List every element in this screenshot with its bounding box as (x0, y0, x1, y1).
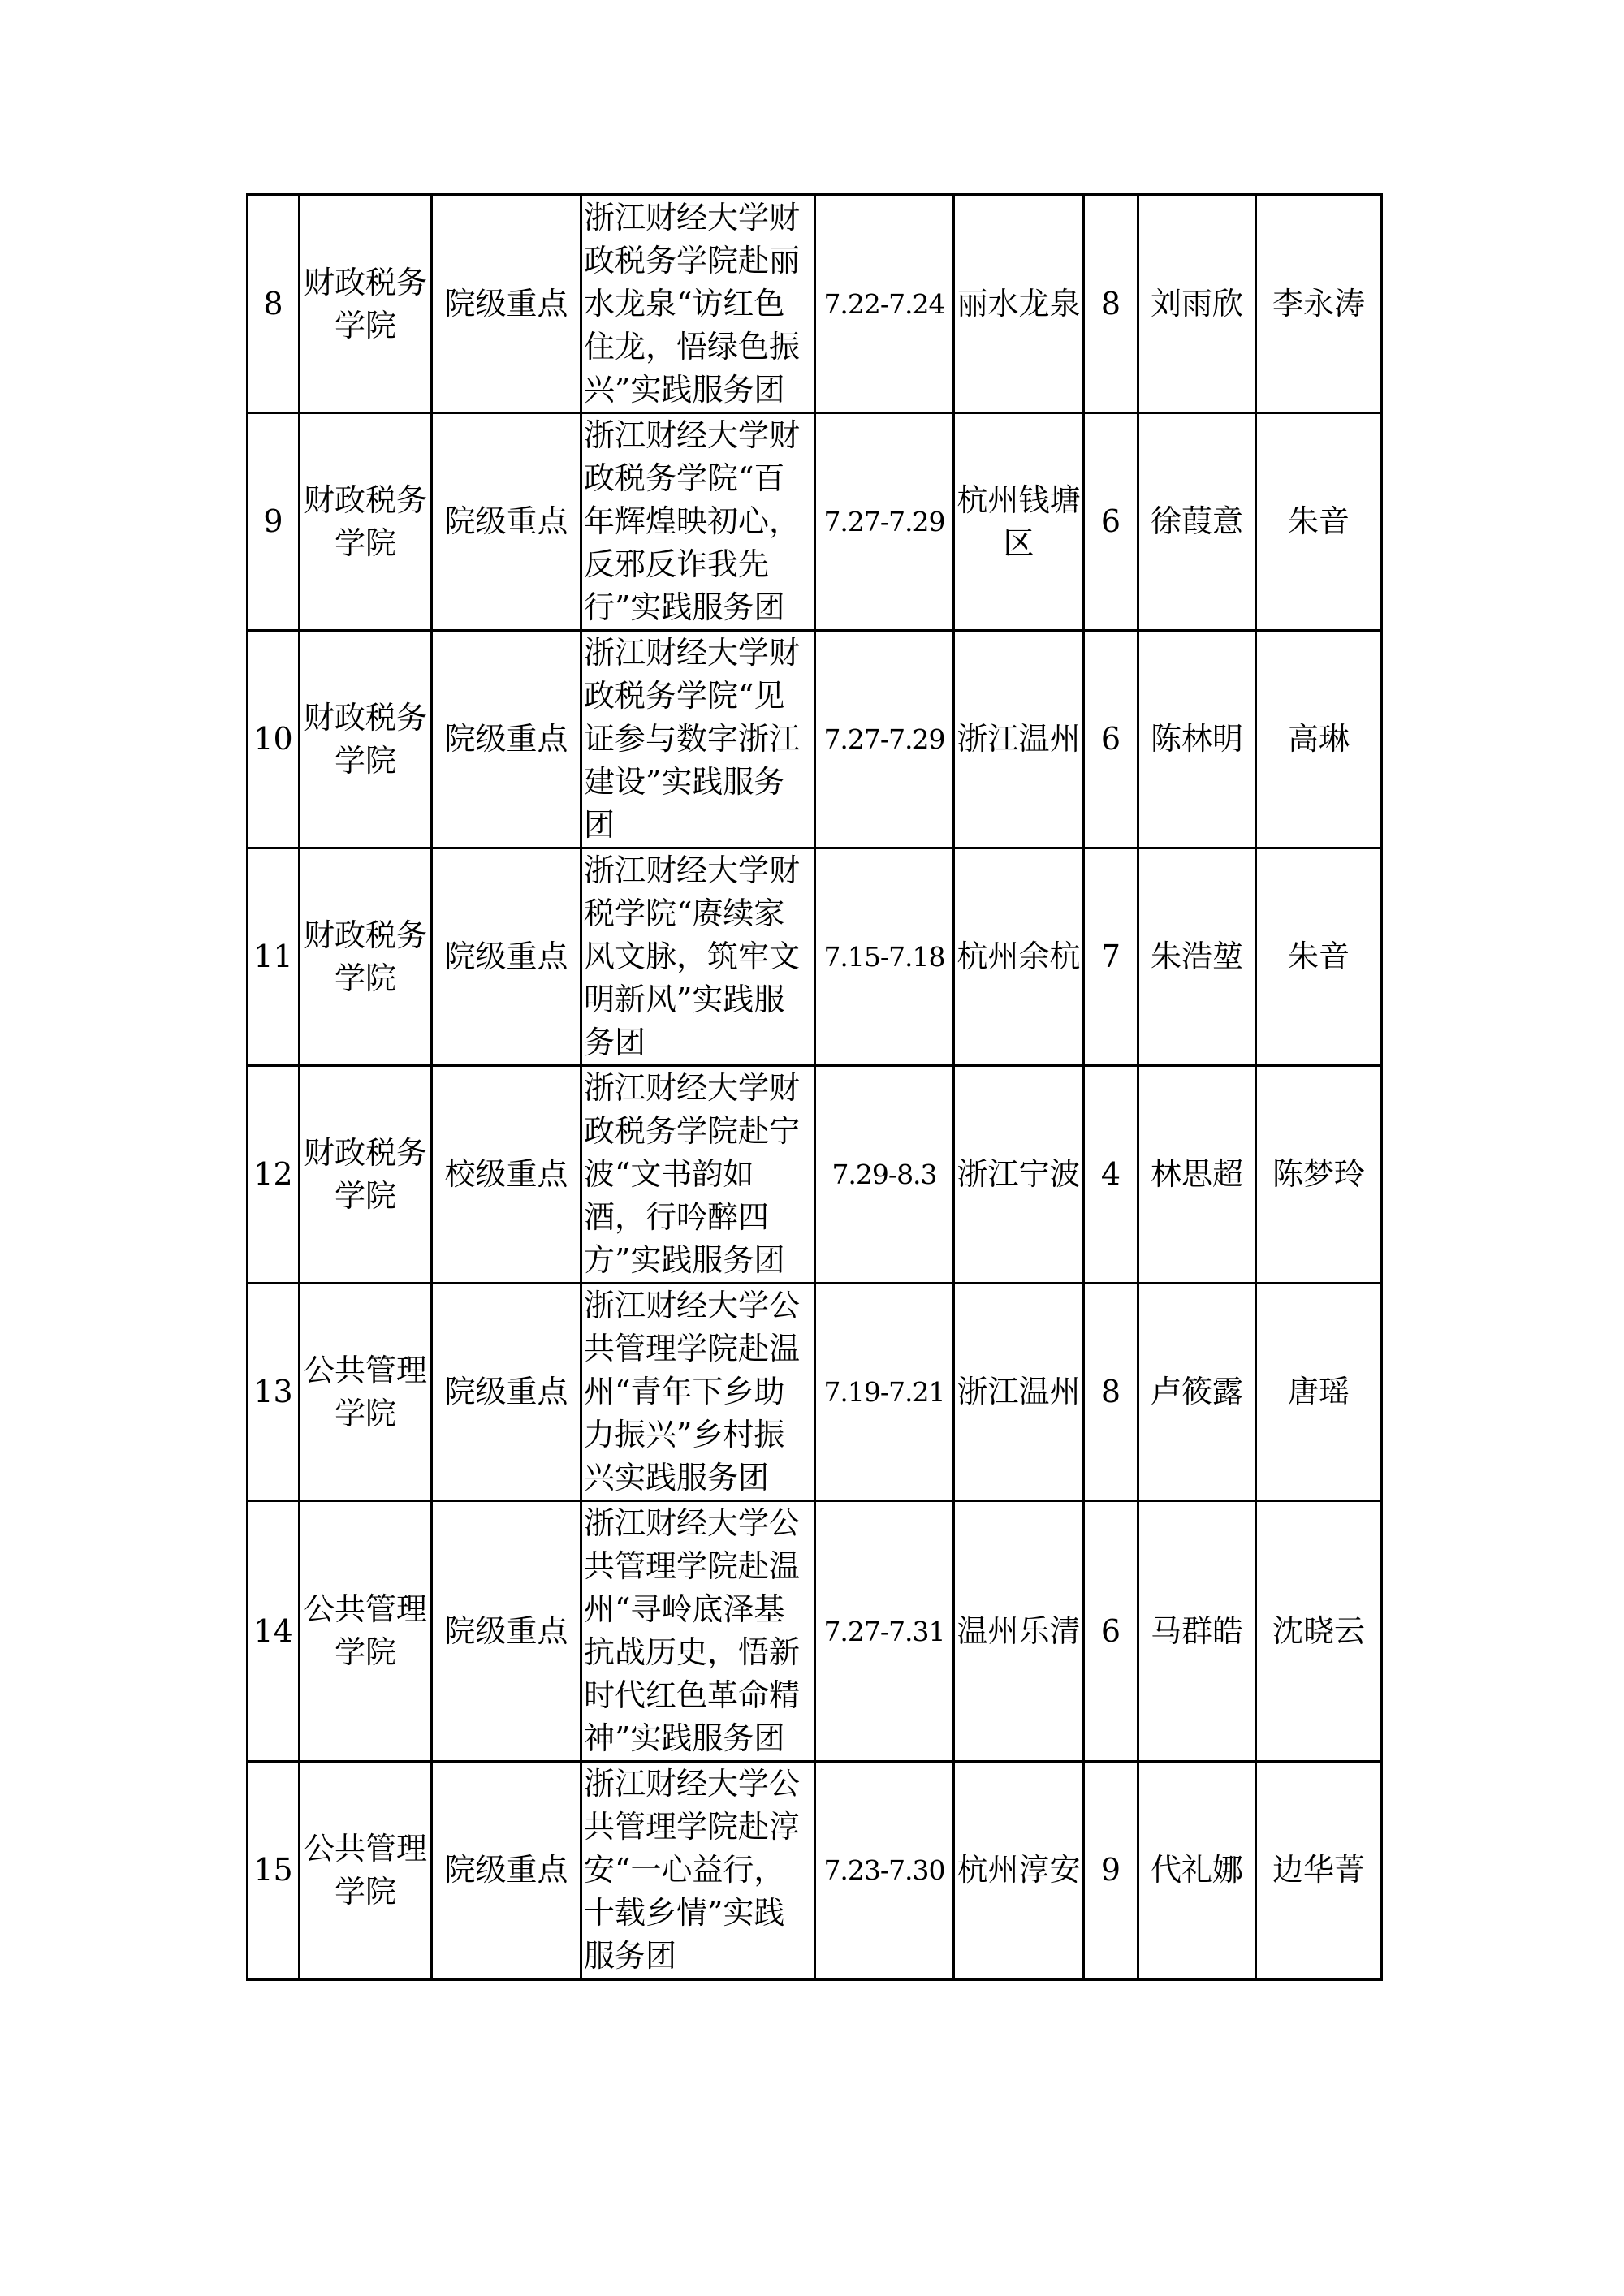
cell-team-name: 浙江财经大学财政税务学院“百年辉煌映初心，反邪反诈我先行”实践服务团 (581, 413, 815, 631)
cell-location: 杭州钱塘区 (954, 413, 1084, 631)
cell-location: 浙江温州 (954, 631, 1084, 848)
cell-dates: 7.23-7.30 (815, 1762, 954, 1980)
cell-level: 院级重点 (432, 848, 581, 1066)
cell-advisor-name: 沈晓云 (1256, 1501, 1382, 1762)
cell-level: 院级重点 (432, 195, 581, 413)
cell-row-number: 15 (248, 1762, 300, 1980)
cell-team-name: 浙江财经大学公共管理学院赴淳安“一心益行，十载乡情”实践服务团 (581, 1762, 815, 1980)
cell-team-name: 浙江财经大学财税学院“赓续家风文脉，筑牢文明新风”实践服务团 (581, 848, 815, 1066)
cell-member-count: 6 (1084, 631, 1138, 848)
table-row (248, 631, 1382, 848)
cell-location: 浙江宁波 (954, 1066, 1084, 1284)
cell-advisor-name: 李永涛 (1256, 195, 1382, 413)
cell-member-count: 6 (1084, 413, 1138, 631)
table-row (248, 413, 1382, 631)
cell-advisor-name: 高琳 (1256, 631, 1382, 848)
cell-member-count: 6 (1084, 1501, 1138, 1762)
cell-row-number: 9 (248, 413, 300, 631)
cell-leader-name: 林思超 (1138, 1066, 1256, 1284)
table-row (248, 848, 1382, 1066)
cell-level: 院级重点 (432, 413, 581, 631)
cell-leader-name: 徐葭意 (1138, 413, 1256, 631)
cell-level: 院级重点 (432, 1284, 581, 1501)
cell-dates: 7.27-7.31 (815, 1501, 954, 1762)
cell-team-name: 浙江财经大学财政税务学院“见证参与数字浙江建设”实践服务团 (581, 631, 815, 848)
cell-team-name: 浙江财经大学财政税务学院赴丽水龙泉“访红色住龙，悟绿色振兴”实践服务团 (581, 195, 815, 413)
cell-leader-name: 代礼娜 (1138, 1762, 1256, 1980)
cell-leader-name: 卢筱露 (1138, 1284, 1256, 1501)
table-body (248, 195, 1382, 1979)
cell-location: 丽水龙泉 (954, 195, 1084, 413)
cell-advisor-name: 唐瑶 (1256, 1284, 1382, 1501)
cell-dates: 7.29-8.3 (815, 1066, 954, 1284)
cell-row-number: 8 (248, 195, 300, 413)
cell-advisor-name: 朱音 (1256, 848, 1382, 1066)
cell-leader-name: 朱浩堃 (1138, 848, 1256, 1066)
cell-member-count: 4 (1084, 1066, 1138, 1284)
cell-member-count: 8 (1084, 195, 1138, 413)
cell-level: 院级重点 (432, 1501, 581, 1762)
cell-leader-name: 马群皓 (1138, 1501, 1256, 1762)
cell-college: 财政税务学院 (300, 1066, 432, 1284)
cell-row-number: 12 (248, 1066, 300, 1284)
cell-college: 财政税务学院 (300, 631, 432, 848)
cell-location: 杭州余杭 (954, 848, 1084, 1066)
table-row (248, 195, 1382, 413)
table-row (248, 1284, 1382, 1501)
cell-college: 财政税务学院 (300, 413, 432, 631)
cell-location: 浙江温州 (954, 1284, 1084, 1501)
cell-level: 校级重点 (432, 1066, 581, 1284)
cell-advisor-name: 边华菁 (1256, 1762, 1382, 1980)
cell-team-name: 浙江财经大学公共管理学院赴温州“青年下乡助力振兴”乡村振兴实践服务团 (581, 1284, 815, 1501)
cell-location: 杭州淳安 (954, 1762, 1084, 1980)
cell-member-count: 8 (1084, 1284, 1138, 1501)
cell-advisor-name: 朱音 (1256, 413, 1382, 631)
table-row (248, 1066, 1382, 1284)
cell-member-count: 9 (1084, 1762, 1138, 1980)
cell-level: 院级重点 (432, 1762, 581, 1980)
cell-college: 财政税务学院 (300, 848, 432, 1066)
table-row (248, 1501, 1382, 1762)
cell-dates: 7.27-7.29 (815, 413, 954, 631)
cell-college: 公共管理学院 (300, 1284, 432, 1501)
cell-college: 公共管理学院 (300, 1762, 432, 1980)
cell-college: 财政税务学院 (300, 195, 432, 413)
cell-advisor-name: 陈梦玲 (1256, 1066, 1382, 1284)
cell-college: 公共管理学院 (300, 1501, 432, 1762)
cell-dates: 7.15-7.18 (815, 848, 954, 1066)
cell-team-name: 浙江财经大学公共管理学院赴温州“寻岭底泽基抗战历史，悟新时代红色革命精神”实践服务团 (581, 1501, 815, 1762)
cell-leader-name: 刘雨欣 (1138, 195, 1256, 413)
cell-dates: 7.19-7.21 (815, 1284, 954, 1501)
cell-dates: 7.22-7.24 (815, 195, 954, 413)
cell-member-count: 7 (1084, 848, 1138, 1066)
cell-team-name: 浙江财经大学财政税务学院赴宁波“文书韵如酒，行吟醉四方”实践服务团 (581, 1066, 815, 1284)
table-row (248, 1762, 1382, 1980)
cell-row-number: 11 (248, 848, 300, 1066)
cell-level: 院级重点 (432, 631, 581, 848)
cell-row-number: 13 (248, 1284, 300, 1501)
cell-dates: 7.27-7.29 (815, 631, 954, 848)
practice-teams-table (246, 193, 1383, 1981)
cell-location: 温州乐清 (954, 1501, 1084, 1762)
cell-leader-name: 陈林明 (1138, 631, 1256, 848)
cell-row-number: 14 (248, 1501, 300, 1762)
cell-row-number: 10 (248, 631, 300, 848)
